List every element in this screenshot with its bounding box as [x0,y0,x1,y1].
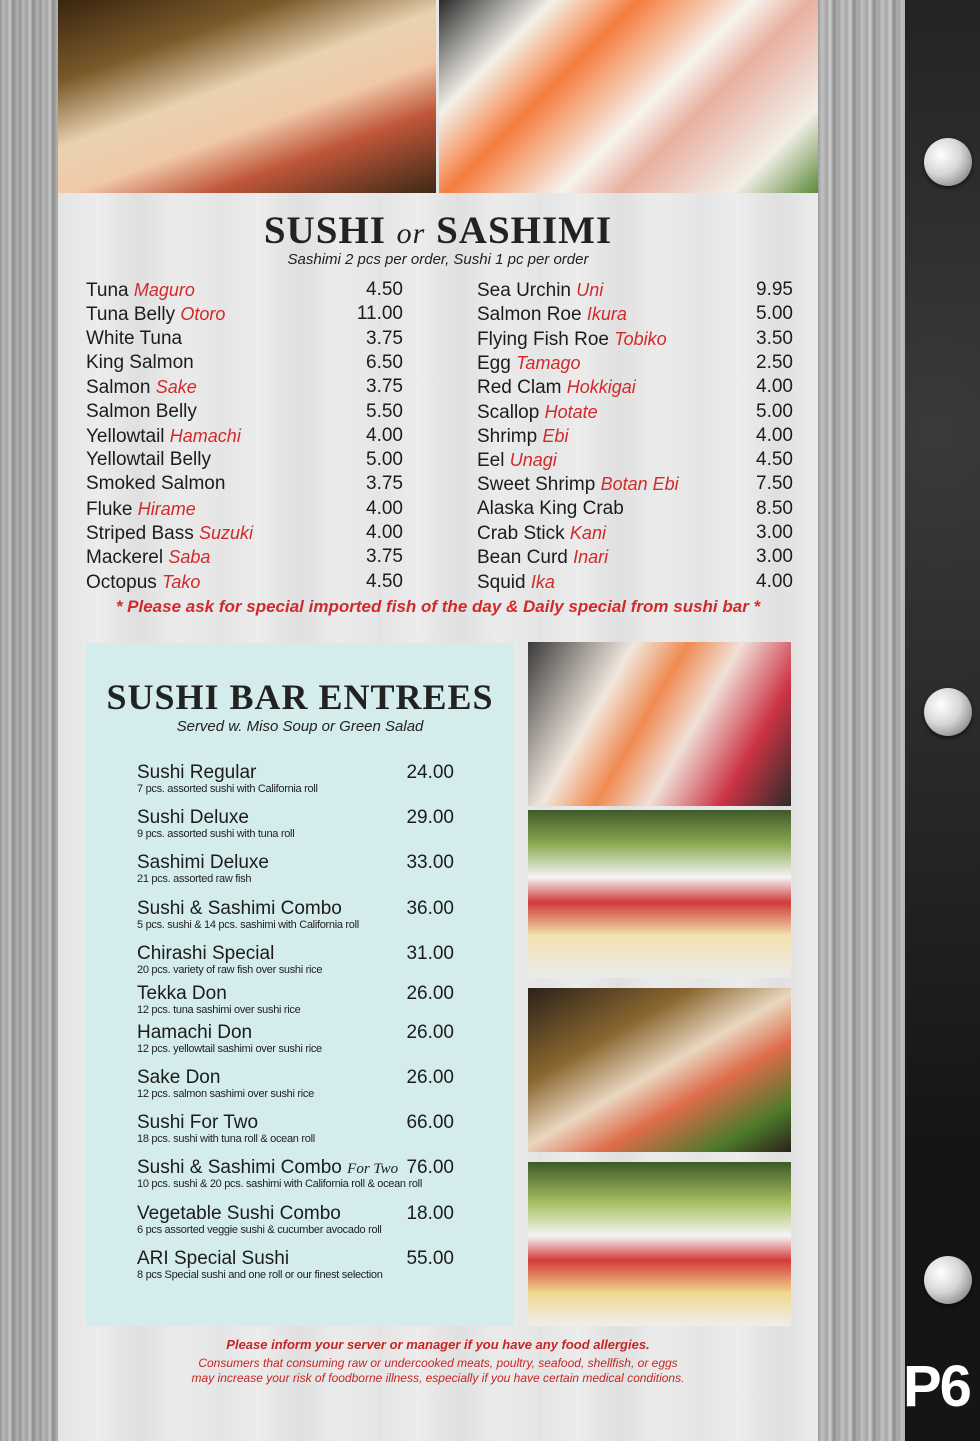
item-japanese-name: Hirame [137,498,196,519]
entree-name [137,852,269,874]
item-name: Smoked Salmon [86,473,226,495]
menu-item [86,400,197,424]
wood-border-left [0,0,58,1441]
item-name: Alaska King Crab [477,497,624,519]
entree-name-text: Sushi Regular [137,762,257,783]
entree-description: 10 pcs. sushi & 20 pcs. sashimi with California roll & ocean roll [137,1178,422,1190]
item-japanese-name: Ikura [586,304,627,325]
item-japanese-name: Hotate [544,401,598,422]
entree-description: 18 pcs. sushi with tuna roll & ocean roll [137,1133,315,1145]
entree-price: 76.00 [406,1157,454,1178]
item-japanese-name: Hokkigai [566,377,636,398]
item-name: Tuna Belly [86,304,176,326]
entree-name [137,1022,252,1044]
item-japanese-name: Ebi [542,425,569,446]
item-japanese-name: Inari [573,547,609,568]
entree-name [137,1112,258,1134]
entree-name [137,1067,220,1089]
entree-name-text: Sashimi Deluxe [137,852,269,873]
sushi-sashimi-subtitle: Sashimi 2 pcs per order, Sushi 1 pc per order [287,251,589,268]
item-price: 5.00 [756,303,793,325]
allergy-notice: Please inform your server or manager if you have any food allergies. [226,1337,650,1352]
entree-name-text: ARI Special Sushi [137,1248,290,1269]
entree-description: 12 pcs. tuna sashimi over sushi rice [137,1004,301,1016]
menu-item [477,545,608,569]
item-japanese-name: Saba [168,547,211,568]
entree-description: 8 pcs Special sushi and one roll or our finest selection [137,1269,383,1281]
entree-name [137,1203,341,1225]
item-price: 4.50 [366,279,403,300]
item-name: Fluke [86,498,133,520]
item-name: Salmon Belly [86,400,197,422]
menu-item [86,375,197,399]
menu-item [86,448,211,472]
item-price: 4.00 [366,522,403,543]
menu-item [477,302,627,326]
foodborne-warning: Consumers that consuming raw or undercooked meats, poultry, seafood, shellfish, or eggs may increase your risk of foodborne illness, especially if you have certain medical conditions. [191,1356,685,1385]
entree-price: 36.00 [406,898,454,919]
item-japanese-name: Otoro [180,304,226,325]
item-price: 3.75 [366,376,403,398]
menu-item [86,424,241,448]
item-name: Sweet Shrimp [477,474,596,496]
entree-price: 26.00 [406,1067,454,1088]
menu-item [86,351,194,375]
menu-item [477,351,580,375]
menu-item [477,472,679,496]
entree-name-text: Hamachi Don [137,1022,253,1043]
item-japanese-name: Tako [162,571,201,592]
entree-name [137,807,249,829]
entree-name-text: Sake Don [137,1067,221,1088]
menu-item [477,521,606,545]
item-price: 3.50 [756,327,793,349]
item-japanese-name: Tamago [516,352,581,373]
entree-description: 5 pcs. sushi & 14 pcs. sashimi with California roll [137,919,359,931]
item-japanese-name: Ika [530,571,555,592]
item-name: Salmon Roe [477,304,582,326]
item-price: 4.00 [756,570,793,592]
item-japanese-name: Uni [576,280,604,300]
entree-name-text: Vegetable Sushi Combo [137,1203,341,1224]
menu-item [477,424,568,448]
entree-price: 26.00 [406,983,454,1004]
entree-description: 7 pcs. assorted sushi with California roll [137,783,318,795]
item-price: 4.00 [366,497,403,519]
item-name: Squid [477,571,526,593]
entree-description: 6 pcs assorted veggie sushi & cucumber avocado roll [137,1224,382,1236]
entree-price: 66.00 [406,1112,454,1133]
menu-item [477,375,636,399]
entree-price: 24.00 [406,762,454,783]
entree-description: 21 pcs. assorted raw fish [137,873,252,885]
item-japanese-name: Tobiko [614,328,667,349]
entree-price: 31.00 [406,943,454,964]
entree-name-text: Sushi & Sashimi Combo [137,898,342,919]
menu-item [86,472,225,496]
menu-item [86,521,253,545]
item-price: 3.00 [756,522,793,543]
sashimi-platter-photo [439,0,818,193]
entree-name-extra: For Two [347,1161,399,1177]
entree-name-text: Chirashi Special [137,943,275,964]
entree-name-text: Sushi Deluxe [137,807,249,828]
sushi-sashimi-title: SUSHI or SASHIMI [263,209,613,252]
entree-name-text: Sushi For Two [137,1112,259,1133]
item-name: Egg [477,352,511,374]
item-price: 6.50 [366,351,403,373]
item-name: Sea Urchin [477,280,571,301]
entree-name [137,898,342,920]
item-name: Red Clam [477,377,562,399]
item-name: Octopus [86,571,157,593]
entree-price: 29.00 [406,807,454,828]
wood-border-right [818,0,908,1441]
entree-price: 55.00 [406,1248,454,1269]
item-price: 4.00 [756,424,793,446]
item-name: Striped Bass [86,523,194,544]
item-price: 3.75 [366,473,403,495]
item-name: Tuna [86,280,129,301]
menu-item [86,327,182,351]
item-name: Scallop [477,401,540,423]
menu-item [86,497,196,521]
menu-item [86,545,210,569]
item-price: 4.00 [366,424,403,446]
entree-description: 12 pcs. salmon sashimi over sushi rice [137,1088,314,1100]
item-name: Mackerel [86,547,164,569]
item-price: 3.00 [756,546,793,568]
menu-item [477,400,598,424]
item-price: 2.50 [756,351,793,373]
binder-ring-top [924,138,972,186]
page-number: P6 [903,1354,970,1419]
item-price: 7.50 [756,473,793,495]
entree-name-text: Sushi & Sashimi Combo [137,1157,342,1178]
nigiri-plate-photo [528,642,791,806]
entree-name [137,1157,398,1180]
menu-item [477,570,555,594]
item-price: 4.50 [756,449,793,471]
item-name: Flying Fish Roe [477,328,609,350]
binder-ring-bottom [924,1256,972,1304]
item-price: 3.75 [366,546,403,568]
item-name: Yellowtail [86,425,165,447]
entrees-subtitle: Served w. Miso Soup or Green Salad [176,718,424,735]
item-japanese-name: Botan Ebi [600,474,679,495]
entree-name [137,943,274,965]
entrees-title: SUSHI BAR ENTREES [106,677,494,717]
item-name: White Tuna [86,327,183,349]
sushi-boat-photo-2 [528,988,791,1152]
special-note: * Please ask for special imported fish of the day & Daily special from sushi bar * [115,597,761,616]
entree-description: 20 pcs. variety of raw fish over sushi rice [137,964,323,976]
item-japanese-name: Hamachi [169,425,241,446]
item-price: 5.50 [366,400,403,422]
entree-price: 26.00 [406,1022,454,1043]
entree-name [137,762,256,784]
menu-item [477,448,557,472]
menu-item [86,570,200,594]
item-price: 5.00 [756,400,793,422]
entree-description: 9 pcs. assorted sushi with tuna roll [137,828,295,840]
item-price: 11.00 [356,303,403,325]
item-name: Yellowtail Belly [86,449,211,471]
sushi-boat-photo [58,0,436,193]
item-name: King Salmon [86,351,194,373]
item-japanese-name: Maguro [133,280,195,300]
sushi-combo-photo [528,1162,791,1326]
item-japanese-name: Unagi [509,450,557,471]
item-name: Bean Curd [477,547,568,569]
item-name: Eel [477,450,505,472]
entree-description: 12 pcs. yellowtail sashimi over sushi rice [137,1043,322,1055]
item-name: Crab Stick [477,523,565,544]
entree-price: 33.00 [406,852,454,873]
item-price: 9.95 [756,279,793,300]
entree-price: 18.00 [406,1203,454,1224]
entree-name [137,1248,289,1270]
menu-item [477,278,603,302]
menu-item [86,302,225,326]
menu-item [477,327,667,351]
entree-name-text: Tekka Don [137,983,227,1004]
item-price: 4.50 [366,570,403,592]
entree-name [137,983,227,1005]
menu-item [477,497,624,521]
item-price: 8.50 [756,497,793,519]
menu-item [86,278,195,302]
binder-ring-middle [924,688,972,736]
item-price: 4.00 [756,376,793,398]
item-japanese-name: Sake [155,377,197,398]
roll-and-nigiri-photo [528,810,791,978]
item-japanese-name: Kani [569,523,606,543]
item-price: 5.00 [366,449,403,471]
item-japanese-name: Suzuki [199,523,254,543]
item-name: Salmon [86,377,151,399]
item-price: 3.75 [366,327,403,349]
item-name: Shrimp [477,425,538,447]
